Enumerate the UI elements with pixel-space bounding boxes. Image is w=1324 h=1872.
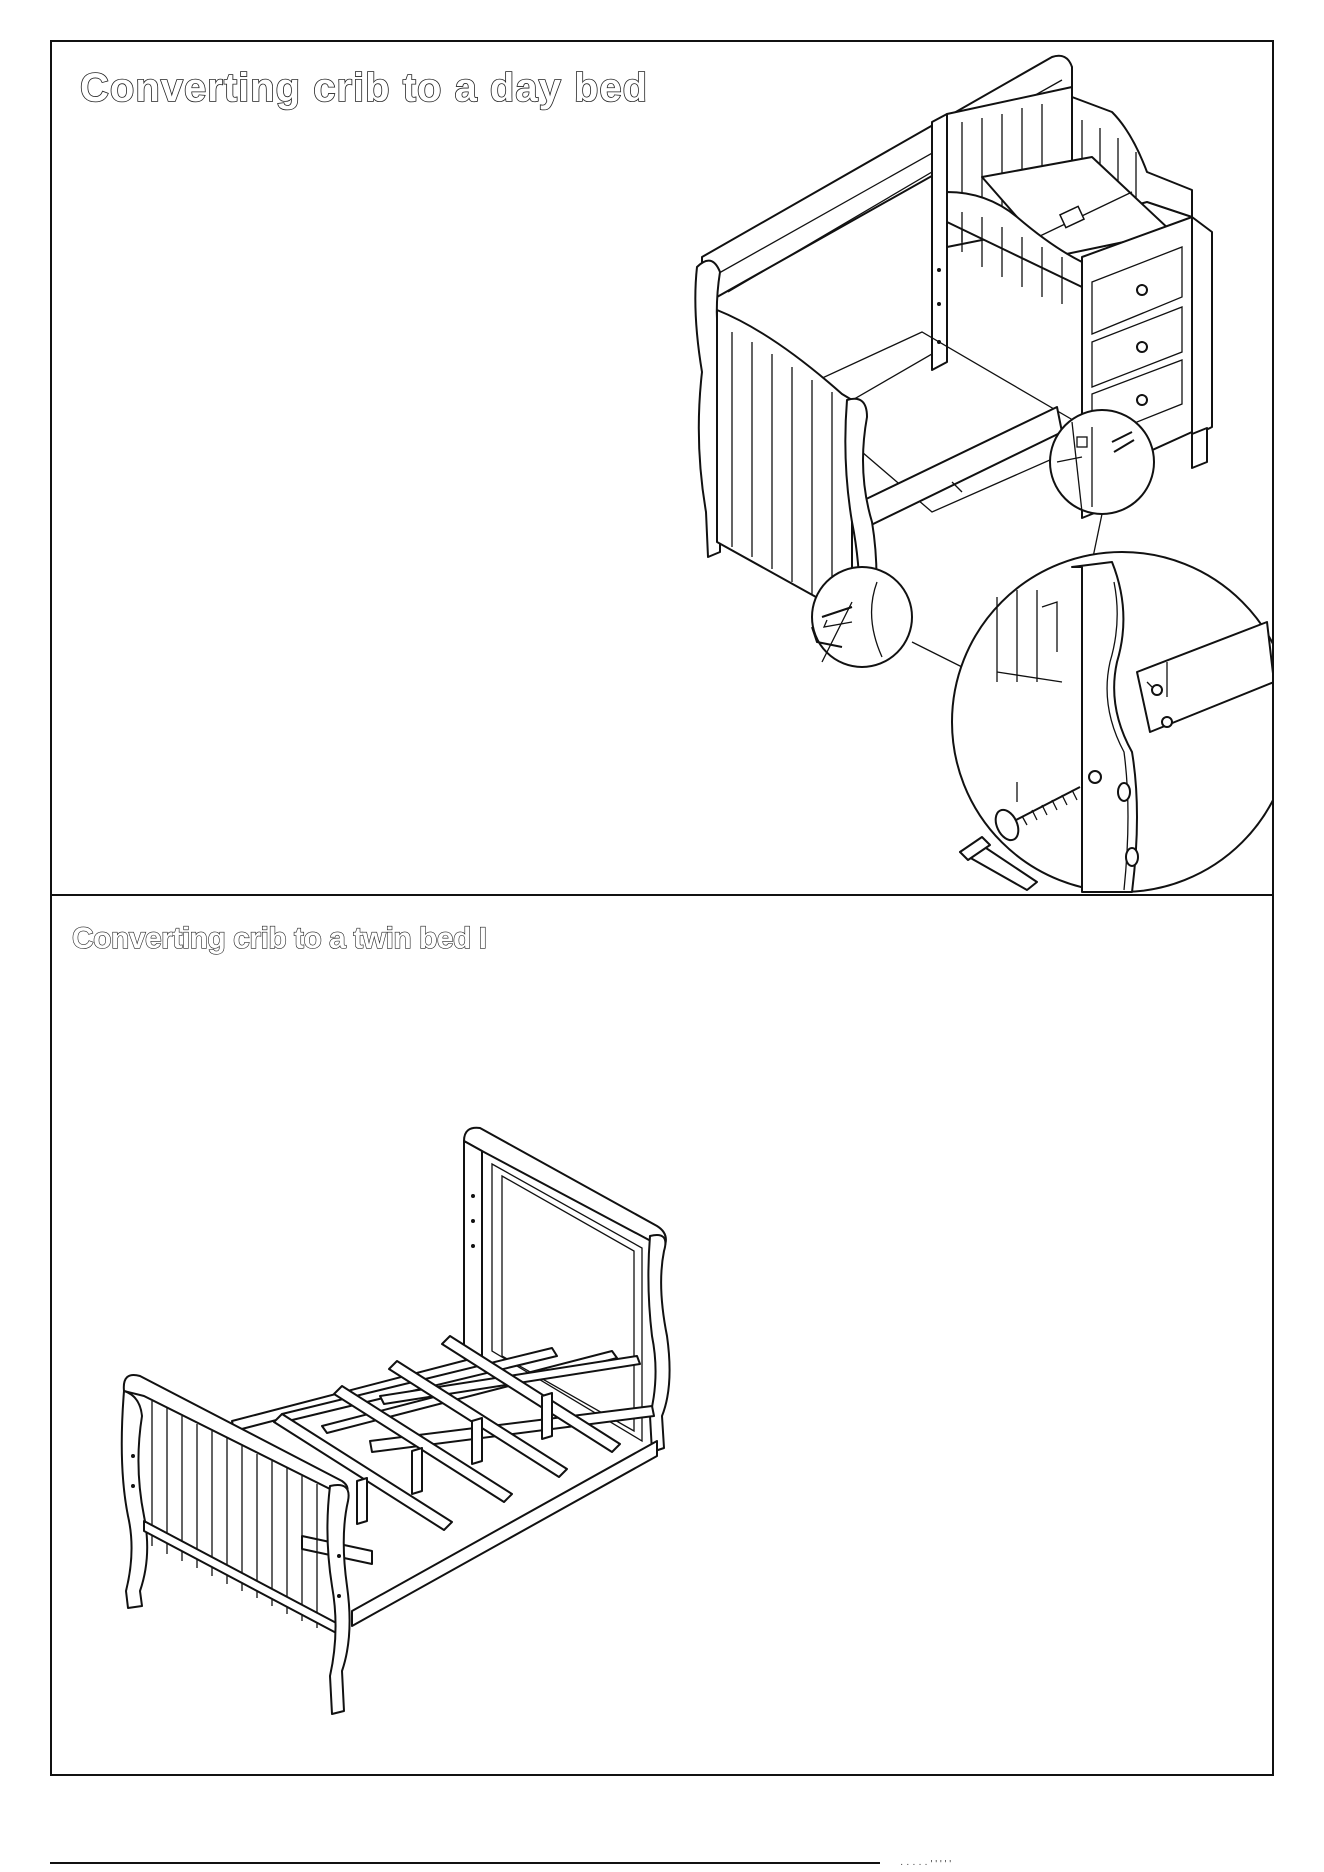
bolt-detail-left: [812, 567, 912, 667]
day-bed-panel: [50, 40, 1274, 896]
twin-frame: [232, 1336, 657, 1626]
twin-bed-title: Converting crib to a twin bed I: [72, 922, 487, 955]
bolt-detail-right: [1050, 410, 1154, 514]
day-bed-title: Converting crib to a day bed: [80, 66, 649, 110]
enlarged-bolt-detail: [952, 552, 1272, 892]
twin-bed-panel: [50, 894, 1274, 1776]
footer-marks: · · · · · ' ' ' ' ': [900, 1859, 952, 1870]
twin-headboard: [464, 1128, 670, 1452]
day-bed-illustration: [52, 42, 1272, 894]
footer-rule: [50, 1862, 880, 1864]
twin-bed-illustration: [52, 896, 1272, 1774]
